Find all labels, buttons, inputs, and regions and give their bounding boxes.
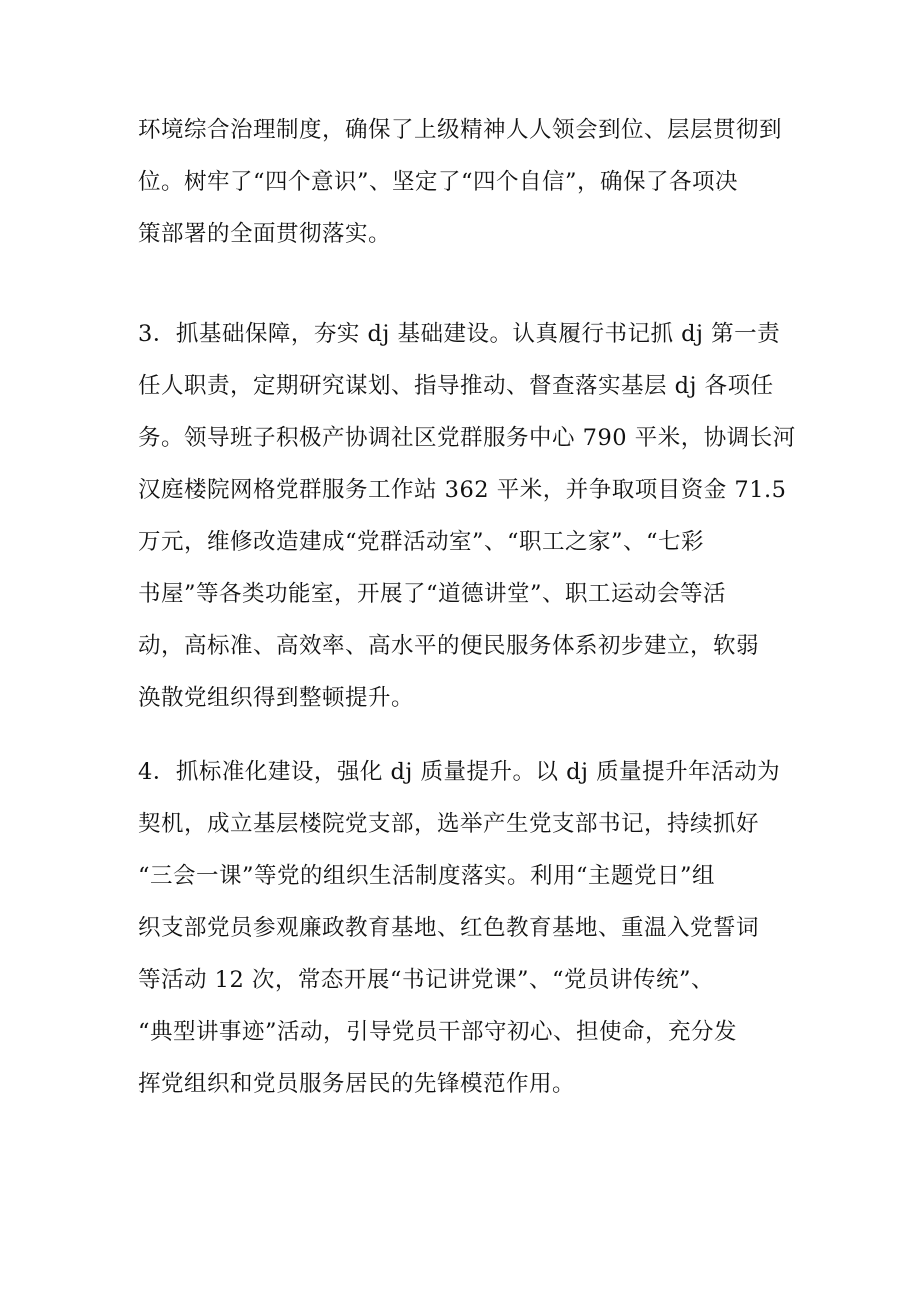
text-line: 契机，成立基层楼院党支部，选举产生党支部书记，持续抓好 [138,811,760,837]
text-line: 挥党组织和党员服务居民的先锋模范作用。 [138,1071,576,1097]
paragraph-item-3-foundation [138,308,796,724]
text-line: “三会一课”等党的组织生活制度落实。利用“主题党日”组 [138,863,716,889]
text-line: 汉庭楼院网格党群服务工作站 362 平米，并争取项目资金 71.5 [138,477,787,503]
text-line: 动，高标准、高效率、高水平的便民服务体系初步建立，软弱 [138,633,760,659]
text-line: 涣散党组织得到整顿提升。 [138,685,415,711]
text-line: 4．抓标准化建设，强化 dj 质量提升。以 dj 质量提升年活动为 [138,759,781,785]
paragraph-environment-governance [138,104,788,260]
text-line: 3．抓基础保障，夯实 dj 基础建设。认真履行书记抓 dj 第一责 [138,321,781,347]
paragraph-item-4-standardization [138,746,788,1110]
text-line: 书屋”等各类功能室，开展了“道德讲堂”、职工运动会等活 [138,581,727,607]
text-line: 织支部党员参观廉政教育基地、红色教育基地、重温入党誓词 [138,915,760,941]
text-line: 任人职责，定期研究谋划、指导推动、督查落实基层 dj 各项任 [138,373,774,399]
text-line: 务。领导班子积极产协调社区党群服务中心 790 平米，协调长河 [138,425,796,451]
text-line: 万元，维修改造建成“党群活动室”、“职工之家”、“七彩 [138,529,705,555]
text-line: 环境综合治理制度，确保了上级精神人人领会到位、层层贯彻到 [138,117,783,143]
text-line: “典型讲事迹”活动，引导党员干部守初心、担使命，充分发 [138,1019,738,1045]
text-line: 位。树牢了“四个意识”、坚定了“四个自信”，确保了各项决 [138,169,739,195]
text-line: 策部署的全面贯彻落实。 [138,221,392,247]
text-line: 等活动 12 次，常态开展“书记讲党课”、“党员讲传统”、 [138,967,714,993]
